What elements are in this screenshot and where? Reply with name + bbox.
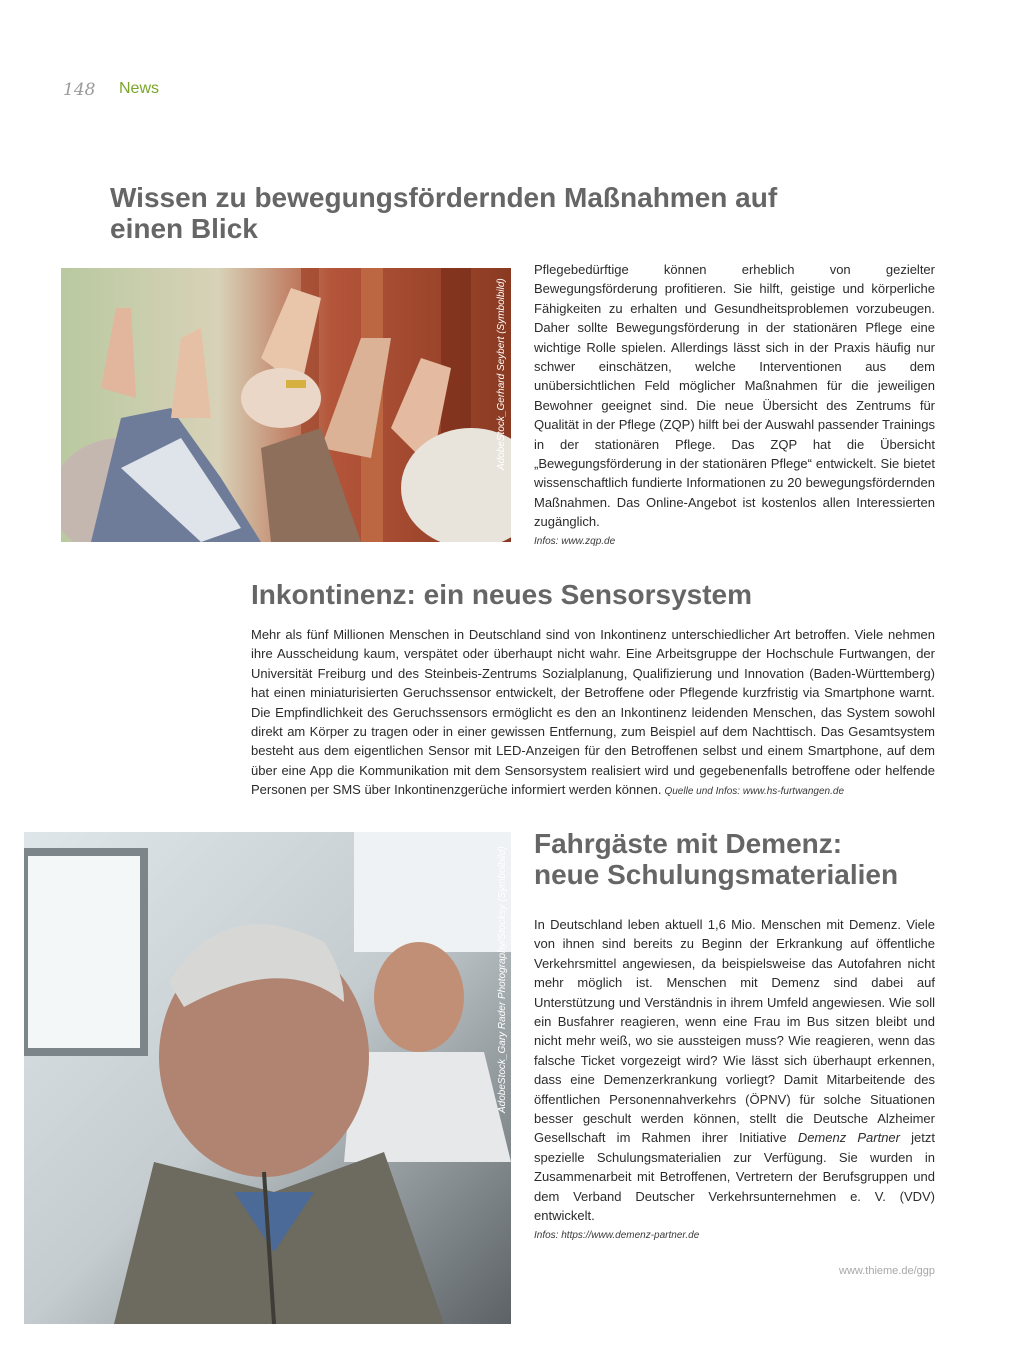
article-body-text: jetzt spezielle Schulungsmaterialien zur Verfügung. Sie wurden in Zusammenarbeit mit Betroffenen, Vertretern der Berufsgruppen und dem Verband Deutscher Verkehrsunternehmen e. V. (VDV) entwickelt. <box>534 1130 935 1224</box>
article-title-incontinence: Inkontinenz: ein neues Sensorsystem <box>251 579 753 610</box>
title-line: neue Schulungsmaterialien <box>534 859 899 891</box>
section-label: News <box>119 80 160 97</box>
article-source: Infos: www.zqp.de <box>534 535 616 547</box>
article-body-text: Mehr als fünf Millionen Menschen in Deutschland sind von Inkontinenz unterschiedlicher Art betroffen. Viele nehmen ihre Ausscheidung kaum, verspätet oder überhaupt nicht wahr. Eine Arbeitsgruppe der Hochschule Furtwangen, der Universität Freiburg und des Steinbeis-Zentrums Sozialplanung, Qualifizierung und Innovation (Baden-Württemberg) hat einen miniaturisierten Geruchssensor entwickelt, der Betroffene oder Pflegende kurzfristig via Smartphone warnt. Die Empfindlichkeit des Geruchssensors ermöglicht es den an Inkontinenz leidenden Menschen, das System sowohl direkt am Körper zu tragen oder in einer gewissen Entfernung, zum Beispiel auf dem Nachttisch. Das Gesamtsystem besteht aus dem eigentlichen Sensor mit LED-Anzeigen für den Betroffenen selbst und einem Smartphone, auf dem über eine App die Kommunikation mit dem Sensorsystem realisiert wird und gegebenenfalls betroffene oder helfende Personen per SMS über Inkontinenzgerüche informiert werden können. <box>251 627 935 798</box>
article-body <box>251 625 935 800</box>
article-body-text: In Deutschland leben aktuell 1,6 Mio. Menschen mit Demenz. Viele von ihnen sind bereits zu Beginn der Erkrankung auf öffentliche Verkehrsmittel angewiesen, da beispielsweise das Autofahren nicht mehr möglich ist. Menschen mit Demenz sind dabei auf Unterstützung und Verständnis in ihrem Umfeld angewiesen. Wie soll ein Busfahrer reagieren, wenn eine Frau im Bus sitzen bleibt und nicht mehr weiß, wo sie aussteigen muss? Wie reagieren, wenn das falsche Ticket vorgezeigt wird? Wie lässt sich überhaupt erkennen, dass eine Demenzerkrankung vorliegt? Damit Mitarbeitende des öffentlichen Personennahverkehrs (ÖPNV) für solche Situationen besser geschult werden können, stellt die Deutsche Alzheimer Gesellschaft im Rahmen ihrer Initiative <box>534 917 935 1146</box>
page-number: 148 <box>63 80 96 100</box>
photo-elderly-man-bus <box>24 832 511 1324</box>
article-body <box>534 915 935 1226</box>
photo-credit: AdobeStock_Gary Rader Photography/Stocksy (Symbolbild) <box>497 846 508 1113</box>
article-body: Pflegebedürftige können erheblich von gezielter Bewegungsförderung profitieren. Sie hilft, geistige und körperliche Fähigkeiten zu erhalten und Gesundheitsproblemen vorzubeugen. Daher sollte Bewegungsförderung in der stationären Pflege eine wichtige Rolle spielen. Allerdings lässt sich in der Praxis häufig nur schwer einschätzen, welche Interventionen aus dem unübersichtlichen Feld möglicher Maßnahmen für die jeweiligen Bewohner geeignet sind. Die neue Übersicht des Zentrums für Qualität in der Pflege (ZQP) hilft bei der Auswahl passender Trainings in der stationären Pflege. Das ZQP hat die Übersicht „Bewegungsförderung in der stationären Pflege“ entwickelt. Sie bietet wissenschaftlich fundierte Informationen zu 20 bewegungsfördernden Maßnahmen. Das Online-Angebot ist kostenlos allen Interessierten zugänglich. <box>534 262 935 530</box>
article-title-dementia <box>534 828 954 891</box>
photo-credit: AdobeStock_Gerhard Seybert (Symbolbild) <box>496 278 507 470</box>
article-source: Infos: https://www.demenz-partner.de <box>534 1229 700 1241</box>
article-source: Quelle und Infos: www.hs-furtwangen.de <box>664 786 845 798</box>
initiative-name: Demenz Partner <box>797 1130 900 1146</box>
title-line: Fahrgäste mit Demenz: <box>534 828 843 859</box>
photo-raised-hands <box>61 268 511 542</box>
article-title-exercise: Wissen zu bewegungsfördernden Maßnahmen auf einen Blick <box>110 182 778 245</box>
footer-url: www.thieme.de/ggp <box>839 1265 935 1277</box>
